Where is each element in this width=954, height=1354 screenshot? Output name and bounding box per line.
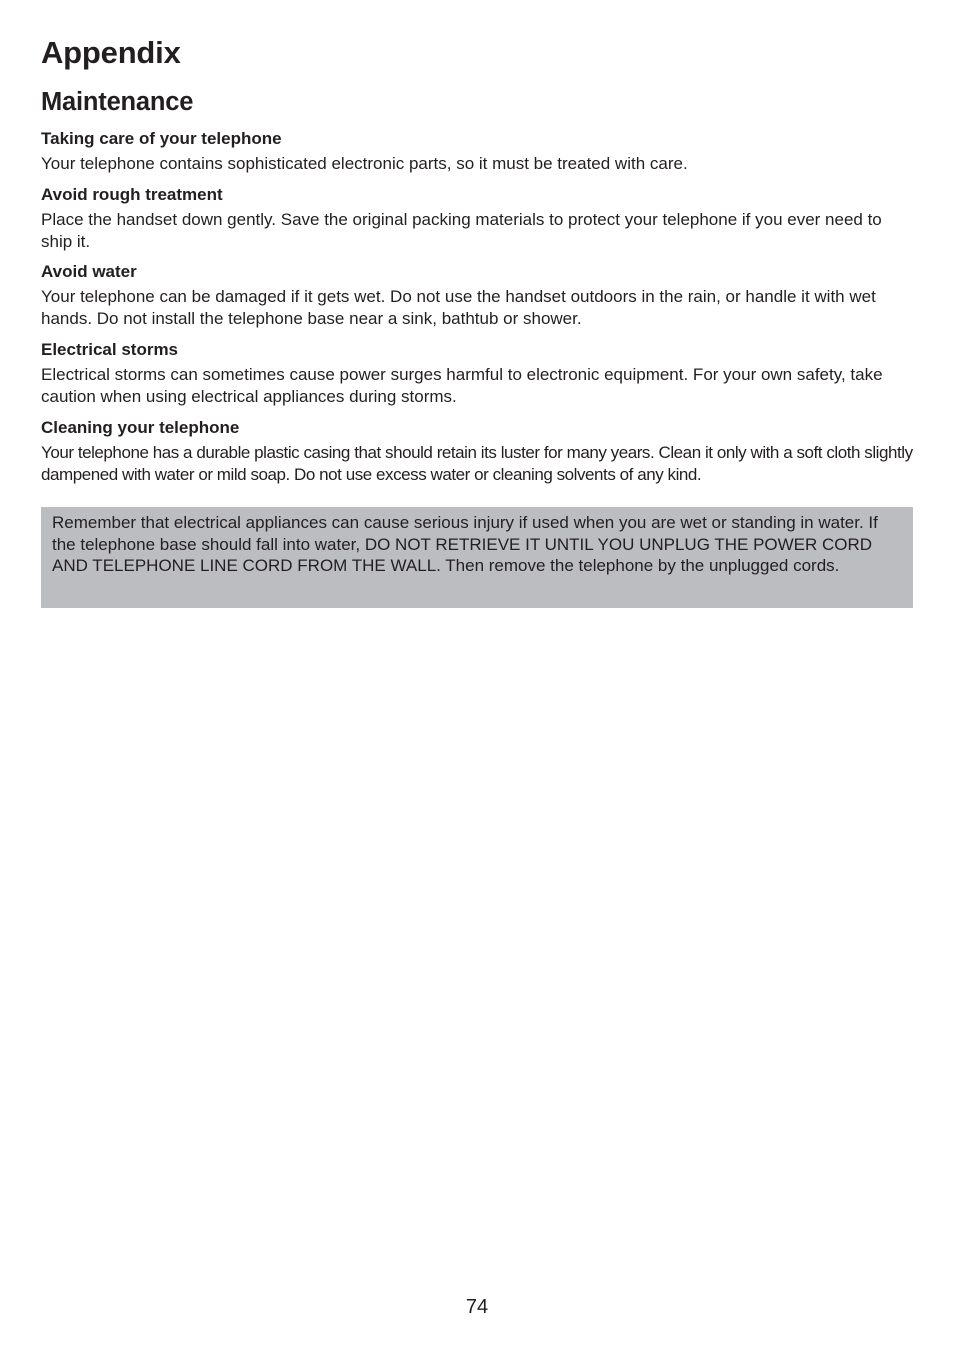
section-heading: Cleaning your telephone (41, 418, 240, 437)
section-body: Your telephone can be damaged if it gets wet. Do not use the handset outdoors in the rain, or handle it with wet hands. Do not install the telephone base near a sink, bathtub or shower. (41, 287, 876, 328)
section-body: Electrical storms can sometimes cause power surges harmful to electronic equipment. For your own safety, take caution when using electrical appliances during storms. (41, 365, 883, 406)
section-heading: Taking care of your telephone (41, 129, 282, 148)
section-cleaning (41, 417, 913, 486)
section-electrical-storms (41, 339, 913, 408)
section-heading: Avoid water (41, 262, 137, 281)
section-avoid-rough-treatment (41, 184, 913, 253)
section-heading: Electrical storms (41, 340, 179, 359)
section-body: Place the handset down gently. Save the original packing materials to protect your telephone if you ever need to ship it. (41, 210, 882, 251)
safety-note-text: Remember that electrical appliances can cause serious injury if used when you are wet or standing in water. If the telephone base should fall into water, DO NOT RETRIEVE IT UNTIL YOU UNPLUG THE POWER CORD AND TELEPHONE LINE CORD FROM THE WALL. Then remove the telephone by the unplugged cords. (52, 513, 878, 575)
section-avoid-water (41, 261, 913, 330)
page-title: Appendix (41, 35, 181, 70)
section-heading: Avoid rough treatment (41, 185, 223, 204)
page-number: 74 (465, 1296, 489, 1318)
section-taking-care (41, 128, 913, 175)
safety-note-box (41, 507, 913, 608)
section-title: Maintenance (41, 88, 194, 116)
section-body: Your telephone has a durable plastic casing that should retain its luster for many years. Clean it only with a soft cloth slightly dampened with water or mild soap. Do not use excess water or cleaning solvents of any kind. (41, 443, 913, 484)
section-body: Your telephone contains sophisticated electronic parts, so it must be treated with care. (41, 154, 688, 173)
